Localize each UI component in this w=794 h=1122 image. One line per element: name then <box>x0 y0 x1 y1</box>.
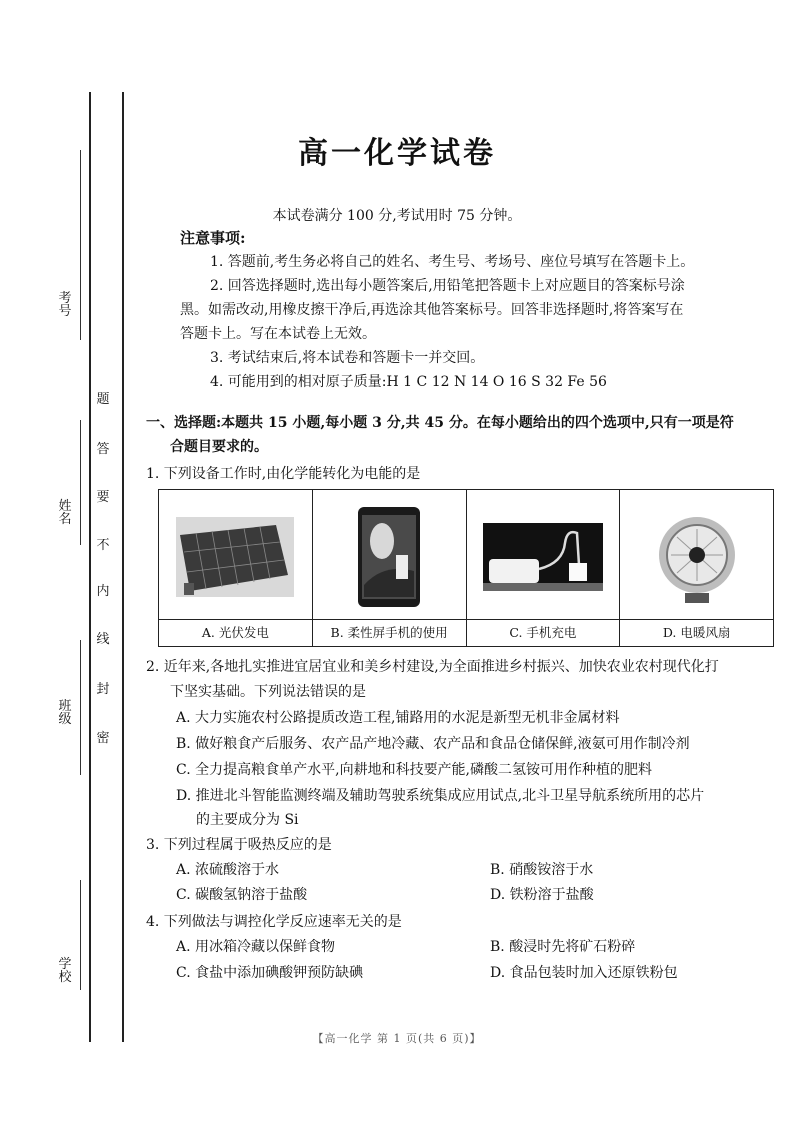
field-blank-class[interactable] <box>80 640 81 775</box>
seal-char: 题 <box>96 392 110 407</box>
binding-line-inner <box>122 92 124 1042</box>
seal-char: 内 <box>96 584 110 599</box>
seal-char: 要 <box>96 490 110 505</box>
question-2-option-a[interactable]: A. 大力实施农村公路提质改造工程,铺路用的水泥是新型无机非金属材料 <box>176 710 620 726</box>
notice-item: 1. 答题前,考生务必将自己的姓名、考生号、考场号、座位号填写在答题卡上。 <box>210 254 695 270</box>
question-1-stem: 1. 下列设备工作时,由化学能转化为电能的是 <box>146 466 421 482</box>
question-2-option-c[interactable]: C. 全力提高粮食单产水平,向耕地和科技要产能,磷酸二氢铵可用作种植的肥料 <box>176 762 653 778</box>
page-title: 高一化学试卷 <box>298 136 496 171</box>
question-2-stem: 2. 近年来,各地扎实推进宜居宜业和美乡村建设,为全面推进乡村振兴、加快农业农村现代化打 <box>146 659 719 675</box>
question-2-option-b[interactable]: B. 做好粮食产后服务、农产品产地冷藏、农产品和食品仓储保鲜,液氨可用作制冷剂 <box>176 736 690 752</box>
question-4-option-c[interactable]: C. 食盐中添加碘酸钾预防缺碘 <box>176 965 364 981</box>
question-4-stem: 4. 下列做法与调控化学反应速率无关的是 <box>146 914 402 930</box>
field-label-school: 学校 <box>58 957 72 985</box>
field-label-name: 姓名 <box>58 499 72 527</box>
question-1-image-table <box>158 489 774 647</box>
flexible-phone-image <box>321 498 458 616</box>
seal-char: 不 <box>96 538 110 553</box>
option-a-label: A. 光伏发电 <box>159 619 312 646</box>
option-a-cell[interactable] <box>159 490 313 646</box>
option-b-label: B. 柔性屏手机的使用 <box>313 619 466 646</box>
question-3-option-a[interactable]: A. 浓硫酸溶于水 <box>176 862 280 878</box>
exam-info: 本试卷满分 100 分,考试用时 75 分钟。 <box>272 208 522 224</box>
seal-char: 线 <box>96 632 110 647</box>
seal-char: 密 <box>96 731 110 746</box>
field-label-class: 班级 <box>58 699 72 727</box>
notice-item: 3. 考试结束后,将本试卷和答题卡一并交回。 <box>210 350 485 366</box>
seal-char: 封 <box>96 682 110 697</box>
section-heading: 一、选择题:本题共 15 小题,每小题 3 分,共 45 分。在每小题给出的四个选项中,只有一项是符 <box>146 415 734 431</box>
field-blank-exam-number[interactable] <box>80 150 81 340</box>
binding-line-outer <box>89 92 91 1042</box>
phone-charging-image <box>475 498 612 616</box>
option-c-label: C. 手机充电 <box>467 619 620 646</box>
question-2-option-d-cont: 的主要成分为 Si <box>196 812 299 828</box>
seal-char: 答 <box>96 442 110 457</box>
option-c-cell[interactable] <box>467 490 621 646</box>
question-4-option-d[interactable]: D. 食品包装时加入还原铁粉包 <box>490 965 678 981</box>
option-d-cell[interactable] <box>620 490 773 646</box>
notice-item: 答题卡上。写在本试卷上无效。 <box>180 326 376 342</box>
notice-item: 黑。如需改动,用橡皮擦干净后,再选涂其他答案标号。回答非选择题时,将答案写在 <box>180 302 684 318</box>
question-3-option-c[interactable]: C. 碳酸氢钠溶于盐酸 <box>176 887 308 903</box>
notice-heading: 注意事项: <box>180 229 246 247</box>
notice-item: 2. 回答选择题时,选出每小题答案后,用铅笔把答题卡上对应题目的答案标号涂 <box>210 278 685 294</box>
field-label-exam-number: 考号 <box>58 291 72 319</box>
question-4-option-a[interactable]: A. 用冰箱冷藏以保鲜食物 <box>176 939 336 955</box>
notice-item: 4. 可能用到的相对原子质量:H 1 C 12 N 14 O 16 S 32 Fe 56 <box>210 374 607 390</box>
section-heading-cont: 合题目要求的。 <box>170 439 268 455</box>
solar-panel-image <box>167 498 304 616</box>
option-b-cell[interactable] <box>313 490 467 646</box>
question-3-option-d[interactable]: D. 铁粉溶于盐酸 <box>490 887 594 903</box>
field-blank-school[interactable] <box>80 880 81 990</box>
question-2-stem-cont: 下坚实基础。下列说法错误的是 <box>170 684 366 700</box>
question-3-option-b[interactable]: B. 硝酸铵溶于水 <box>490 862 594 878</box>
electric-heater-image <box>628 498 765 616</box>
page-footer: 【高一化学 第 1 页(共 6 页)】 <box>312 1032 482 1045</box>
question-4-option-b[interactable]: B. 酸浸时先将矿石粉碎 <box>490 939 636 955</box>
question-2-option-d[interactable]: D. 推进北斗智能监测终端及辅助驾驶系统集成应用试点,北斗卫星导航系统所用的芯片 <box>176 788 705 804</box>
option-d-label: D. 电暖风扇 <box>620 619 773 646</box>
field-blank-name[interactable] <box>80 420 81 545</box>
question-3-stem: 3. 下列过程属于吸热反应的是 <box>146 837 332 853</box>
